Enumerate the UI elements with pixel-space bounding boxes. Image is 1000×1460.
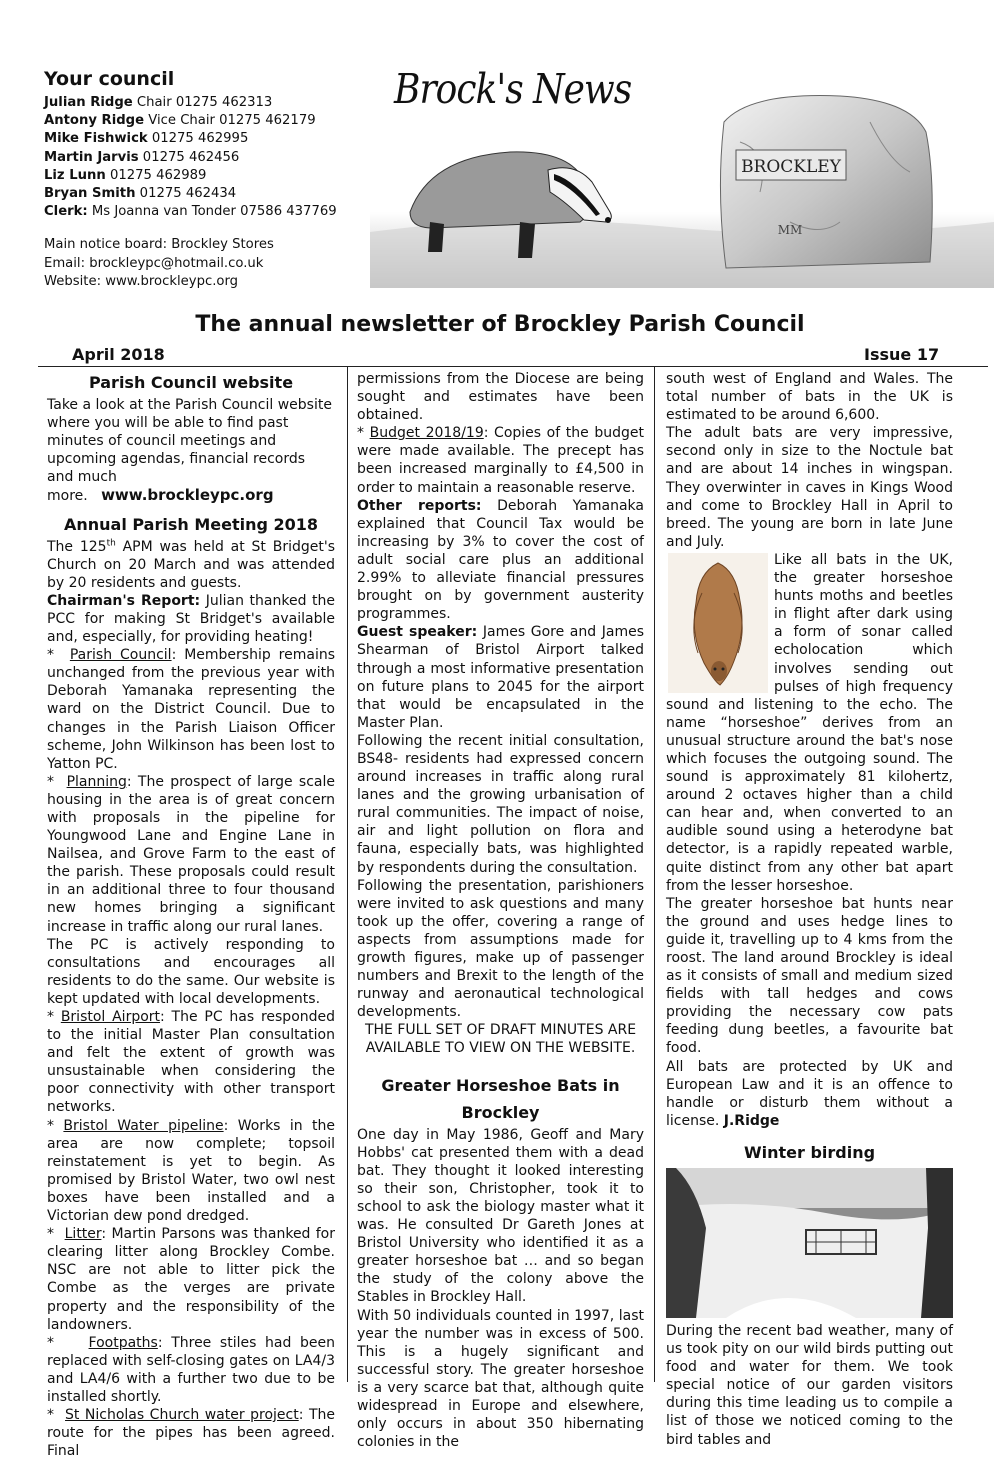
guest-speaker: Guest speaker: James Gore and James Shearman of Bristol Airport talked through a most informative presentation on future plans to 2045 for the airport that would be encapsulated in the Master Plan.	[357, 624, 644, 731]
council-member: Martin Jarvis 01275 462456	[44, 149, 240, 165]
header-divider	[38, 366, 988, 367]
masthead	[370, 62, 994, 288]
council-member: Julian Ridge Chair 01275 462313	[44, 95, 273, 110]
council-website: Website: www.brockleypc.org	[44, 273, 239, 289]
council-member: Bryan Smith 01275 462434	[44, 186, 237, 202]
item-planning: * Planning: The prospect of large scale housing in the area is of great concern with proposals in the pipeline for Youngwood Lane and Engine Lane in Nailsea, and Grove Farm to the east of the parish. These proposals could result in an additional three to four thousand new homes bringing a significant increase in traffic along our rural lanes.	[47, 773, 335, 935]
item-footpaths: * Footpaths: Three stiles had been replaced with self-closing gates on LA4/3 and LA4/6 with a further two due to be installed shortly.	[47, 1334, 335, 1405]
item-budget: * Budget 2018/19: Copies of the budget were made available. The precept has been increased marginally to £4,500 in order to maintain a reasonable reserve.	[357, 425, 644, 496]
bats-paragraph: The greater horseshoe bat hunts near the ground and uses hedge lines to guide it, travelling up to 4 kms from the roost. The land around Brockley is ideal as it consists of small and medium sized fields with tall hedges and cows providing the necessary cow pats feeding dung beetles, a favourite bat food.	[666, 895, 953, 1057]
item-bristol-water: * Bristol Water pipeline: Works in the area are now complete; topsoil reinstatement is yet to begin. As promised by Bristol Water, two owl nest boxes have been installed and a Victorian dew pond dredged.	[47, 1117, 335, 1225]
website-link[interactable]: www.brockleypc.org	[101, 486, 274, 505]
continued-paragraph: permissions from the Diocese are being sought and estimates have been obtained.	[357, 371, 644, 424]
presentation-paragraph: Following the presentation, parishioners were invited to ask questions and many took up the offer, covering a range of aspects from assumptions made for growth figures, make up of passenger numbers and Brexit to the length of the runway and aeronautical technological developments.	[357, 877, 644, 1021]
heading-annual-meeting: Annual Parish Meeting 2018	[63, 514, 319, 534]
item-parish-council: * Parish Council: Membership remains unchanged from the previous year with Deborah Yamanaka representing the ward on the District Council. Due to changes in the Parish Liaison Officer scheme, John Wilkinson has been lost to Yatton PC.	[47, 647, 336, 772]
heading-horseshoe-bats: Greater Horseshoe Bats in Brockley	[381, 1075, 620, 1122]
council-heading: Your council	[44, 68, 175, 90]
tagline: The annual newsletter of Brockley Parish Council	[195, 312, 805, 337]
council-contacts	[44, 66, 364, 291]
chairman-report: Chairman's Report: Julian thanked the PCC for making St Bridget's available and, especially, for providing heating!	[47, 592, 336, 646]
council-member: Mike Fishwick 01275 462995	[44, 131, 249, 147]
council-member: Antony Ridge Vice Chair 01275 462179	[44, 113, 316, 129]
council-member: Liz Lunn 01275 462989	[44, 167, 207, 183]
minutes-notice: THE FULL SET OF DRAFT MINUTES ARE AVAILABLE TO VIEW ON THE WEBSITE.	[364, 1022, 637, 1057]
pc-responding: The PC is actively responding to consultations and encourages all residents to do the same. Our website is kept updated with local developments.	[47, 936, 335, 1007]
bats-paragraph: One day in May 1986, Geoff and Mary Hobbs' cat presented them with a dead bat. They thought it looked interesting so their son, Christopher, took it to school to ask the biology master what it was. He consulted Dr Gareth Jones at Bristol University who identified it as a greater horseshoe bat … and so began the study of the colony above the Stables in Brockley Hall.	[357, 1126, 644, 1306]
bats-paragraph: Like all bats in the UK, the greater horseshoe hunts moths and beetles in flight after dark using a form of sonar called echolocation which involves sending out pulses of high frequency sound and listening to the echo. The name “horseshoe” derives from an unusual structure around the bat's nose which focuses the outgoing sound. The sound is approximately 81 kilohertz, around 2 octaves higher than a child can hear and, when converted to an audible sound using a heterodyne bat detector, is a rapidly repeated warble, quite distinct from any other bat apart from the lesser horseshoe.	[666, 551, 953, 894]
column-2	[357, 370, 644, 1451]
council-clerk: Clerk: Ms Joanna van Tonder 07586 437769	[44, 204, 337, 220]
winter-photo	[666, 1168, 953, 1318]
heading-parish-website: Parish Council website	[88, 373, 294, 392]
column-divider	[347, 367, 348, 1382]
heading-winter-birding: Winter birding	[743, 1142, 876, 1162]
stone-mark: MM	[777, 223, 803, 237]
item-litter: * Litter: Martin Parsons was thanked for clearing litter along Brockley Combe. NSC are not able to litter pick the Combe as the verges are private property and the responsibility of the landowners.	[47, 1226, 336, 1333]
apm-intro: The 125th APM was held at St Bridget's Church on 20 March and was attended by 20 residents and guests.	[47, 537, 335, 591]
bats-paragraph: The adult bats are very impressive, second only in size to the Noctule bat and are about 14 inches in wingspan. They overwinter in caves in Kings Wood and come to Brockley Hall in April to breed. The young are born in late June and July.	[666, 425, 953, 550]
other-reports: Other reports: Deborah Yamanaka explained that Council Tax would be increasing by 3% to cover the cost of adult social care plus an additional 2.99% to alleviate financial pressures brought on by government austerity programmes.	[357, 497, 644, 623]
council-email: Email: brockleypc@hotmail.co.uk	[44, 255, 264, 271]
notice-board: Main notice board: Brockley Stores	[44, 237, 274, 253]
column-3	[666, 370, 953, 1449]
stone-text: BROCKLEY	[741, 157, 841, 177]
birding-paragraph: During the recent bad weather, many of us took pity on our wild birds putting out food and water for them. We took special notice of our garden visitors during this time leading us to compile a list of those we noticed coming to the bird tables and	[666, 1322, 953, 1448]
website-paragraph: Take a look at the Parish Council website where you will be able to find past minutes of council meetings and upcoming agendas, financial records and much more. www.brockleypc.org	[47, 397, 332, 505]
newsletter-title: Brock's News	[394, 66, 632, 114]
issue-number: Issue 17	[864, 345, 940, 364]
bats-paragraph: All bats are protected by UK and European Law and it is an offence to handle or disturb them without a license. J.Ridge	[666, 1058, 953, 1129]
bats-paragraph: south west of England and Wales. The total number of bats in the UK is estimated to be around 6,600.	[666, 371, 953, 424]
author-signoff: J.Ridge	[723, 1112, 780, 1129]
item-church-water: * St Nicholas Church water project: The route for the pipes has been agreed. Final	[47, 1407, 335, 1460]
column-1	[47, 370, 335, 1460]
column-divider	[654, 367, 655, 1382]
issue-date: April 2018	[72, 345, 165, 364]
item-bristol-airport: * Bristol Airport: The PC has responded to the initial Master Plan consultation and felt the extent of growth was unsustainable when considering the poor connectivity with other transport networks.	[47, 1009, 336, 1116]
bats-paragraph: With 50 individuals counted in 1997, last year the number was in excess of 500. This is a hugely significant and successful story. The greater horseshoe is a very scarce bat that, although quite widespread in Europe and elsewhere, only occurs in about 350 hibernating colonies in the	[357, 1307, 644, 1451]
bat-photo	[668, 553, 768, 693]
consultation-paragraph: Following the recent initial consultation, BS48- residents had expressed concern around increases in traffic along rural lanes and the growing urbanisation of rural communities. The impact of noise, air and light pollution on flora and fauna, especially bats, was highlighted by respondents during the consultation.	[357, 732, 644, 876]
